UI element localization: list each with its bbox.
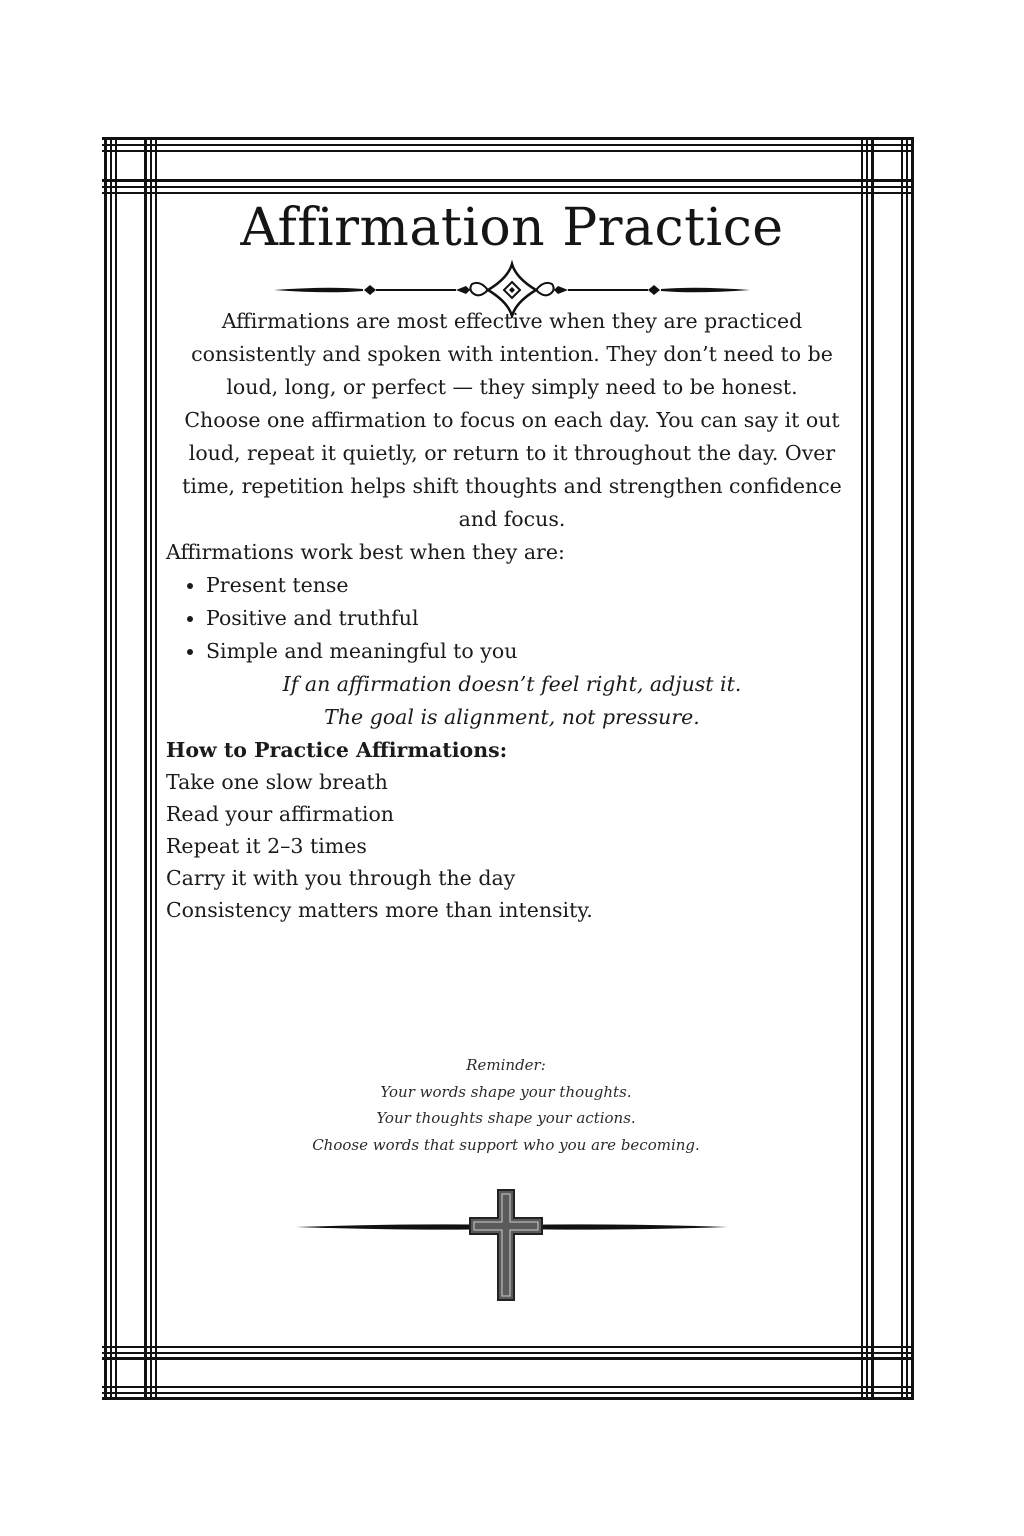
step-item: Consistency matters more than intensity. [166, 898, 593, 922]
step-item: Carry it with you through the day [166, 866, 516, 890]
list-item: • Present tense [206, 569, 858, 602]
howto-heading: How to Practice Affirmations: [166, 738, 508, 762]
list-intro: Affirmations work best when they are: [166, 540, 565, 564]
reminder-block [250, 1052, 762, 1158]
step-item: Repeat it 2–3 times [166, 834, 367, 858]
italic-note-2: The goal is alignment, not pressure. [324, 705, 700, 729]
cross-icon [296, 1186, 728, 1304]
reminder-line: Choose words that support who you are becoming. [312, 1135, 700, 1154]
step-item: Take one slow breath [166, 770, 388, 794]
reminder-line: Your thoughts shape your actions. [376, 1109, 636, 1127]
step-item: Read your affirmation [166, 802, 395, 826]
reminder-label: Reminder: [466, 1056, 546, 1074]
list-item: • Simple and meaningful to you [206, 635, 858, 668]
list-item: • Positive and truthful [206, 602, 858, 635]
reminder-line: Your words shape your thoughts. [380, 1082, 632, 1101]
italic-note-1: If an affirmation doesn’t feel right, adjust it. [282, 672, 742, 696]
main-content [166, 305, 858, 926]
intro-paragraph-1: Affirmations are most effective when they are practiced consistently and spoken with intention. They don’t need to be loud, long, or perfect — they simply need to be honest. [191, 309, 833, 399]
qualities-list [166, 569, 858, 668]
intro-paragraph-2: Choose one affirmation to focus on each day. You can say it out loud, repeat it quietly, or return to it throughout the day. Over time, repetition helps shift thoughts and strengthen confidence and focus. [182, 408, 842, 531]
page-title: Affirmation Practice [240, 198, 784, 258]
howto-steps [166, 766, 858, 926]
